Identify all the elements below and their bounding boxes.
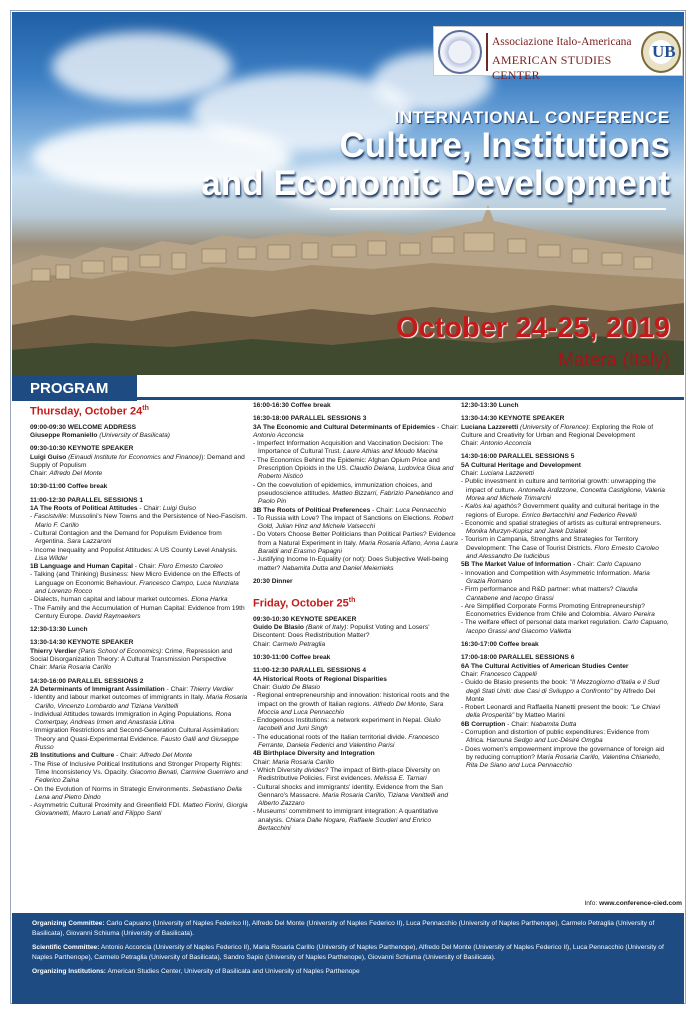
paper-item: [30, 694, 248, 711]
body-text: : Mussolini's New Towns and the Persistence of Neo-Fascism.: [66, 513, 248, 521]
author-text: Maria Rosaria Carillo, Valentina Chiariello, Rita De Siano and Luca Pennacchio: [466, 753, 661, 770]
author-text: divides: [304, 766, 325, 774]
bold-text: 1A The Roots of Political Attitudes: [30, 505, 138, 513]
body-text: - Asymmetric Cultural Proximity and Greenfield FDI.: [30, 802, 183, 810]
badge-letters: UB: [652, 42, 676, 61]
program-column-2: [253, 402, 461, 833]
body-text: - Robert Leonardi and Raffaella Nanetti present the book:: [461, 704, 631, 712]
body-text: Chair:: [253, 640, 273, 648]
author-text: Harouna Sedgo and Luc-Désiré Omgba: [486, 737, 603, 745]
body-text: - Which Diversity: [253, 766, 305, 774]
body-text: - Chair:: [164, 685, 190, 693]
author-text: "Le Chiavi della Prosperità": [466, 704, 661, 720]
paper-item: [253, 556, 461, 573]
author-text: Sara Lazzaroni: [66, 538, 112, 546]
body-text: - To Russia with Love? The Impact of Sanctions on Elections.: [253, 514, 434, 522]
logo-divider: [486, 33, 488, 71]
body-text: Chair:: [30, 470, 50, 478]
body-text: - Cultural shocks and immigrants' identity. Evidence from the San Gennaro's Massacre.: [253, 783, 443, 799]
body-text: - Innovation and Competition with Asymmetric Information.: [461, 569, 634, 577]
session-line: [30, 470, 248, 478]
body-text: - Regional entrepreneurship and innovation: historical roots and the impact on the growth of Italian regions.: [253, 692, 450, 708]
body-text: Chair:: [461, 670, 481, 678]
session-line: [253, 641, 461, 649]
author-text: Thierry Verdier: [190, 685, 234, 693]
body-text: - Justifying Income In-Equality (or not): Does Subjective Well-being matter?: [253, 556, 449, 572]
university-badge-icon: [641, 31, 681, 73]
bold-text: 3A The Economic and Cultural Determinants of Epidemics: [253, 423, 436, 431]
body-text: - Chair:: [571, 561, 597, 569]
session-line: [253, 759, 461, 767]
author-text: Monika Murzyn-Kupisz and Jarek Dziatek: [466, 528, 588, 536]
organizing-committee-text: Carlo Capuano (University of Naples Federico II), Alfredo Del Monte (University of Naples Federico II), Luca Pennacchio (University of Naples Parthenope), Carmelo Petraglia (University of Basilicata), Giovanni Schiuma (University of Basilicata).: [32, 920, 655, 937]
author-text: Maria Grazia Romano: [466, 569, 650, 585]
paper-item: [461, 603, 669, 620]
body-text: : Populist Voting and Losers' Discontent: Does Redistribution Matter?: [253, 624, 430, 640]
body-text: - The Rise of Inclusive Political Institutions and Stronger Property Rights: Time Inconsistency Vs. Opacity.: [30, 760, 243, 776]
body-text: - Chair:: [435, 423, 459, 431]
body-text: : Exploring the Role of Culture and Creativity for Urban and Regional Development: [461, 423, 654, 439]
author-text: Luigi Guiso: [162, 505, 196, 513]
bold-text: 5A Cultural Heritage and Development: [461, 461, 581, 469]
schedule-time: 09:00-09:30 WELCOME ADDRESS: [30, 423, 137, 431]
author-text: Giacomo Benati, Carmine Guerriero and Federico Zaina: [35, 768, 248, 785]
paper-item: [253, 808, 461, 833]
bold-text: Luciana Lazzeretti: [461, 423, 520, 431]
author-text: (University of Basilicata): [99, 431, 170, 439]
paper-item: [461, 520, 669, 537]
paper-item: [461, 619, 669, 636]
author-text: Nabamita Dutta and Daniel Meierrieks: [282, 564, 394, 572]
bold-text: 4B Birthplace Diversity and Integration: [253, 750, 375, 758]
author-text: Laure Athias and Moudo Macina: [343, 448, 438, 456]
conference-dates: October 24-25, 2019: [395, 312, 670, 344]
body-text: - Identity and labour market outcomes of immigrants in Italy.: [30, 694, 207, 702]
author-text: Sebastiano Della Lena and Pietro Dindo: [35, 785, 242, 801]
author-text: Maria Rosaria Carillo: [49, 664, 111, 672]
author-text: (Einaudi Institute for Economics and Finance): [68, 453, 202, 461]
bold-text: 2A Determinants of Immigrant Assimilation: [30, 685, 165, 693]
author-text: Antonio Acconcia: [253, 431, 304, 439]
schedule-time: 13:30-14:30 KEYNOTE SPEAKER: [30, 639, 134, 647]
day-heading-text: Friday, October 25: [253, 597, 349, 610]
scientific-committee: [32, 943, 664, 962]
session-line: [461, 424, 669, 441]
author-text: Alfredo Del Monte, Sara Moccia and Luca Pennacchio: [258, 700, 444, 716]
bold-text: Thierry Verdier: [30, 647, 79, 655]
schedule-time: 11:00-12:30 PARALLEL SESSIONS 4: [253, 667, 366, 675]
author-text: Claudio Deiana, Ludovica Giua and Roberto Nisticò: [258, 465, 454, 481]
author-text: Fausto Galli and Giuseppe Russo: [35, 735, 239, 752]
author-text: Francesco Campo, Luca Nunziata and Lorenzo Rocco: [35, 579, 239, 595]
title-underline: [330, 208, 666, 210]
author-text: Claudia Cantabene and Iacopo Grassi: [466, 586, 638, 602]
american-studies-center-logo: [433, 26, 683, 82]
author-text: Carlo Capuano, Iacopo Grassi and Giacomo Valletta: [466, 619, 669, 635]
author-text: Alfredo Del Monte: [139, 752, 193, 760]
conference-kicker: INTERNATIONAL CONFERENCE: [394, 108, 670, 127]
paper-item: [253, 784, 461, 809]
author-text: Alfredo Del Monte: [49, 470, 103, 478]
body-text: by Matteo Marini: [514, 712, 565, 720]
paper-item: [30, 802, 248, 819]
session-line: [30, 648, 248, 665]
schedule-time: 16:30-17:00 Coffee break: [461, 641, 539, 649]
body-text: - The Family and the Accumulation of Human Capital: Evidence from 19th Century Europe.: [30, 604, 245, 620]
body-text: - On the coevolution of epidemics, immunization choices, and pseudoscience attitudes.: [253, 481, 433, 497]
schedule-time: 11:00-12:30 PARALLEL SESSIONS 1: [30, 496, 143, 504]
author-text: Rona Comertpay, Andreas Irmen and Anastasia Litina: [35, 710, 232, 727]
paper-item: [30, 727, 248, 752]
day-heading-text: Thursday, October 24: [30, 405, 143, 418]
session-line: [30, 752, 248, 760]
info-url[interactable]: www.conference-cied.com: [599, 900, 682, 907]
bold-text: 2B Institutions and Culture: [30, 752, 115, 760]
body-text: Chair:: [461, 440, 481, 448]
session-line: [30, 432, 248, 440]
body-text: Chair:: [253, 683, 273, 691]
paper-item: [461, 746, 669, 771]
paper-item: [30, 596, 248, 604]
bold-text: Guido De Blasio: [253, 624, 306, 632]
program-column-3: [461, 402, 669, 770]
body-text: - Talking (and Thinking) Business: New Micro Evidence on the Effects of Language on Economic Behaviour.: [30, 571, 241, 587]
session-line: [253, 750, 461, 758]
body-text: - Chair:: [132, 563, 159, 571]
schedule-time: 09:30-10:30 KEYNOTE SPEAKER: [30, 445, 134, 453]
body-text: - Firm performance and R&D partner: what matters?: [461, 586, 616, 594]
title-line2: and Economic Development: [201, 164, 670, 203]
body-text: - Economic and spatial strategies of artists as cultural entrepreneurs.: [461, 519, 662, 527]
session-line: [461, 671, 669, 679]
session-line: [30, 454, 248, 471]
author-text: "Il Mezzogiorno d'Italia e il Sud degli Stati Uniti: due Casi di Sviluppo a Confronto": [466, 679, 660, 695]
author-text: Melissa E. Tarnari: [374, 775, 427, 783]
body-text: - Chair:: [137, 505, 163, 513]
author-text: Antonella Ardizzone, Concetta Castiglione, Valeria Morea and Michele Trimarchi: [466, 486, 665, 502]
author-text: Floro Ernesto Caroleo: [158, 563, 223, 571]
schedule-time: 17:00-18:00 PARALLEL SESSIONS 6: [461, 654, 575, 662]
session-line: [461, 663, 669, 671]
matera-town-illustration: [12, 175, 684, 375]
session-line: [461, 440, 669, 448]
body-text: - Chair:: [370, 506, 396, 514]
session-line: [461, 462, 669, 470]
paper-item: [461, 704, 669, 721]
body-text: -: [30, 513, 35, 521]
author-text: Francesco Ferrante, Daniela Federici and Valentino Parisi: [258, 733, 440, 750]
paper-item: [461, 503, 669, 520]
organizing-institutions-label: Organizing Institutions:: [32, 968, 106, 975]
body-text: - Tourism in Campania, Strengths and Strategies for Territory Development: The Case of Tourist Districts.: [461, 536, 639, 552]
body-text: - Individual Attitudes towards Immigration in Aging Populations.: [30, 710, 216, 718]
author-text: Maria Rosaria Carillo: [272, 758, 334, 766]
paper-item: [30, 761, 248, 786]
author-text: Francesco Cappelli: [480, 670, 537, 678]
logo-line2: AMERICAN STUDIES CENTER: [492, 53, 612, 82]
author-text: Floro Ernesto Caroleo and Alessandro De Iudicibus: [466, 544, 659, 561]
body-text: Government quality and cultural heritage in the regions of Europe.: [466, 503, 660, 519]
conference-location: Matera (Italy): [558, 350, 670, 371]
body-text: - Does women's empowerment improve the governance of foreign aid by reducing corruption?: [461, 745, 665, 761]
body-text: - Cultural Contagion and the Demand for Populism Evidence from Argentina.: [30, 529, 222, 546]
body-text: - Chair:: [114, 752, 140, 760]
author-text: (Paris School of Economics): [78, 647, 162, 655]
paper-item: [253, 440, 461, 457]
author-text: Antonio Acconcia: [480, 440, 532, 448]
body-text: - Are Simplified Corporate Forms Promoting Entrepreneurship? Econometrics Evidence from Chile and Colombia.: [461, 602, 645, 619]
info-label: Info:: [584, 900, 598, 907]
paper-item: [253, 717, 461, 734]
bold-text: 6A The Cultural Activities of American Studies Center: [461, 662, 629, 670]
schedule-time: 16:30-18:00 PARALLEL SESSIONS 3: [253, 415, 367, 423]
body-text: - Public investment in culture and territorial growth: unwrapping the impact of culture.: [461, 478, 656, 494]
paper-item: [461, 729, 669, 746]
info-line: [552, 900, 682, 907]
body-text: - Dialects, human capital and labour market outcomes.: [30, 596, 192, 604]
session-line: [253, 676, 461, 684]
body-text: - Guido de Blasio presents the book:: [461, 679, 570, 687]
paper-item: [253, 482, 461, 507]
schedule-time: 10:30-11:00 Coffee break: [30, 483, 108, 491]
session-line: [30, 664, 248, 672]
author-text: Luca Pennacchio: [395, 506, 447, 514]
program-heading: PROGRAM: [30, 380, 109, 397]
session-line: [30, 563, 248, 571]
paper-item: [461, 536, 669, 561]
scientific-committee-text: Antonio Acconcia (University of Naples Federico II), Maria Rosaria Carillo (University of Naples Parthenope), Alfredo Del Monte (University of Naples Federico II), Luca Pennacchio (University of Naples Parthenope), Carmelo Petraglia (University of Basilicata), Sandro Sapio (University of Naples Parthenope), Giovanni Schiuma (University of Basilicata).: [32, 944, 664, 961]
author-text: Carmelo Petraglia: [272, 640, 326, 648]
author-text: Luciana Lazzeretti: [480, 470, 534, 478]
bold-text: 4A Historical Roots of Regional Disparities: [253, 675, 387, 683]
paper-item: [253, 734, 461, 751]
author-text: Maria Rosaria Carillo, Vincenzo Lombardo and Tiziana Venittelli: [35, 694, 248, 710]
organizers-footer: [12, 913, 684, 1004]
body-text: - On the Evolution of Norms in Strategic Environments.: [30, 785, 192, 793]
organizing-committee: [32, 919, 664, 938]
paper-item: [461, 679, 669, 704]
paper-item: [30, 571, 248, 596]
author-text: (Bank of Italy): [305, 624, 347, 632]
day-heading: [253, 594, 461, 611]
author-text: Giulio Iacobelli and Juni Singh: [258, 717, 441, 733]
paper-item: [30, 547, 248, 564]
body-text: : Crime, Repression and Social Disorganization Theory: A Cultural Transmission Perspective: [30, 647, 233, 664]
paper-item: [253, 457, 461, 482]
paper-item: [253, 767, 461, 784]
schedule-time: 12:30-13:30 Lunch: [30, 626, 88, 634]
bold-text: Giuseppe Romaniello: [30, 431, 100, 439]
author-text: Maria Rosaria Alfano, Anna Laura Baraldi and Erasmo Papagni: [258, 539, 458, 556]
scientific-committee-label: Scientific Committee:: [32, 944, 100, 951]
paper-item: [30, 530, 248, 547]
author-text: Guido De Blasio: [272, 683, 321, 691]
schedule-time: 10:30-11:00 Coffee break: [253, 654, 331, 662]
author-text: Nabamita Dutta: [530, 720, 577, 728]
session-line: [461, 561, 669, 569]
author-text: Carlo Capuano: [596, 561, 641, 569]
author-text: Elona Harka: [191, 596, 228, 604]
schedule-time: 16:00-16:30 Coffee break: [253, 402, 331, 409]
body-text: ? The impact of Birth-place Diversity on Redistributive Policies. First evidences.: [258, 766, 440, 783]
organizing-institutions: [32, 967, 664, 977]
author-text: Matteo Fiorini, Giorgia Giovannetti, Mauro Lanati and Filippo Santi: [35, 802, 248, 818]
body-text: - Chair:: [505, 720, 531, 728]
session-line: [253, 424, 461, 441]
organizing-committee-label: Organizing Committee:: [32, 920, 105, 927]
paper-item: [461, 570, 669, 587]
author-text: Fascistville: [34, 513, 67, 521]
paper-item: [30, 711, 248, 728]
bold-text: 5B The Market Value of Information: [461, 561, 572, 569]
session-line: [253, 507, 461, 515]
association-seal-icon: [438, 30, 482, 74]
author-text: Mario F. Carillo: [35, 521, 79, 529]
author-text: Lisa Wilder: [35, 554, 68, 562]
author-text: Maria Rosaria Carillo, Tiziana Venittelli and Alberto Zazzaro: [258, 791, 449, 808]
day-heading-suffix: th: [348, 597, 356, 605]
logo-line1: Associazione Italo-Americana: [492, 36, 632, 48]
schedule-time: 13:30-14:30 KEYNOTE SPEAKER: [461, 415, 565, 423]
session-line: [461, 470, 669, 478]
bold-text: 3B The Roots of Political Preferences: [253, 506, 371, 514]
body-text: Chair:: [30, 664, 50, 672]
session-line: [253, 684, 461, 692]
body-text: ): Demand and Supply of Populism: [30, 453, 245, 469]
author-text: Kalòs kai agathòs?: [465, 503, 521, 511]
schedule-time: 20:30 Dinner: [253, 577, 293, 585]
author-text: David Raymaekers: [84, 612, 141, 620]
paper-item: [253, 531, 461, 556]
body-text: - Do Voters Choose Better Politicians than Political Parties? Evidence from a Natural Experiment in Italy.: [253, 531, 456, 547]
schedule-time: 14:30-16:00 PARALLEL SESSIONS 2: [30, 677, 144, 685]
bold-text: Luigi Guiso: [30, 453, 69, 461]
author-text: (University of Florence): [520, 423, 589, 431]
paper-item: [253, 692, 461, 717]
body-text: - Museums' commitment to immigrant integration: A quantitative analysis.: [253, 808, 439, 824]
body-text: - Endogenous Institutions: a network experiment in Nepal.: [253, 717, 424, 725]
organizing-institutions-text: American Studies Center, University of Basilicata and University of Naples Parthenope: [107, 968, 360, 975]
schedule-time: 14:30-16:00 PARALLEL SESSIONS 5: [461, 453, 575, 461]
schedule-time: 09:30-10:30 KEYNOTE SPEAKER: [253, 615, 357, 623]
author-text: Robert Gold, Julian Hinz and Michele Valsecchi: [258, 514, 454, 531]
body-text: - Immigration Restrictions and Second-Generation Cultural Assimilation: Theory and Quasi-Experimental Evidence.: [30, 727, 240, 743]
body-text: - The welfare effect of personal data market regulation.: [461, 619, 623, 627]
program-tab: [12, 375, 137, 401]
session-line: [30, 505, 248, 513]
author-text: Chiara Dalle Nogare, Raffaele Scuderi and Enrico Bertacchini: [258, 816, 432, 833]
body-text: -: [461, 503, 466, 511]
body-text: - Corruption and distortion of public expenditures: Evidence from Africa.: [461, 728, 650, 745]
body-text: Chair:: [461, 470, 481, 478]
day-heading-suffix: th: [142, 405, 149, 412]
author-text: Alvaro Pereira: [612, 611, 655, 619]
day-heading: [30, 402, 248, 419]
session-line: [30, 686, 248, 694]
session-line: [253, 624, 461, 641]
body-text: Chair:: [253, 758, 273, 766]
body-text: - Income Inequality and Populist Attitudes: A US County Level Analysis.: [30, 546, 238, 554]
bold-text: 6B Corruption: [461, 720, 506, 728]
paper-item: [30, 605, 248, 622]
paper-item: [253, 515, 461, 532]
author-text: Matteo Bizzarri, Fabrizio Panebianco and Paolo Pin: [258, 489, 454, 506]
paper-item: [30, 513, 248, 530]
body-text: - The Economics Behind the Epidemic: Afghan Opium Price and Prescription Opioids in the US.: [253, 456, 440, 473]
program-column-1: [30, 402, 248, 819]
body-text: by Alfredo Del Monte: [466, 687, 656, 703]
bold-text: 1B Language and Human Capital: [30, 563, 133, 571]
body-text: - The educational roots of the Italian territorial divide.: [253, 733, 409, 741]
paper-item: [461, 478, 669, 503]
session-line: [461, 721, 669, 729]
author-text: Enrico Bertacchini and Federico Revelli: [521, 511, 637, 519]
paper-item: [30, 786, 248, 803]
paper-item: [461, 586, 669, 603]
body-text: - Imperfect Information Acquisition and Vaccination Decision: The Importance of Cultural Trust.: [253, 440, 443, 456]
title-line1: Culture, Institutions: [339, 126, 670, 165]
schedule-time: 12:30-13:30 Lunch: [461, 402, 519, 409]
